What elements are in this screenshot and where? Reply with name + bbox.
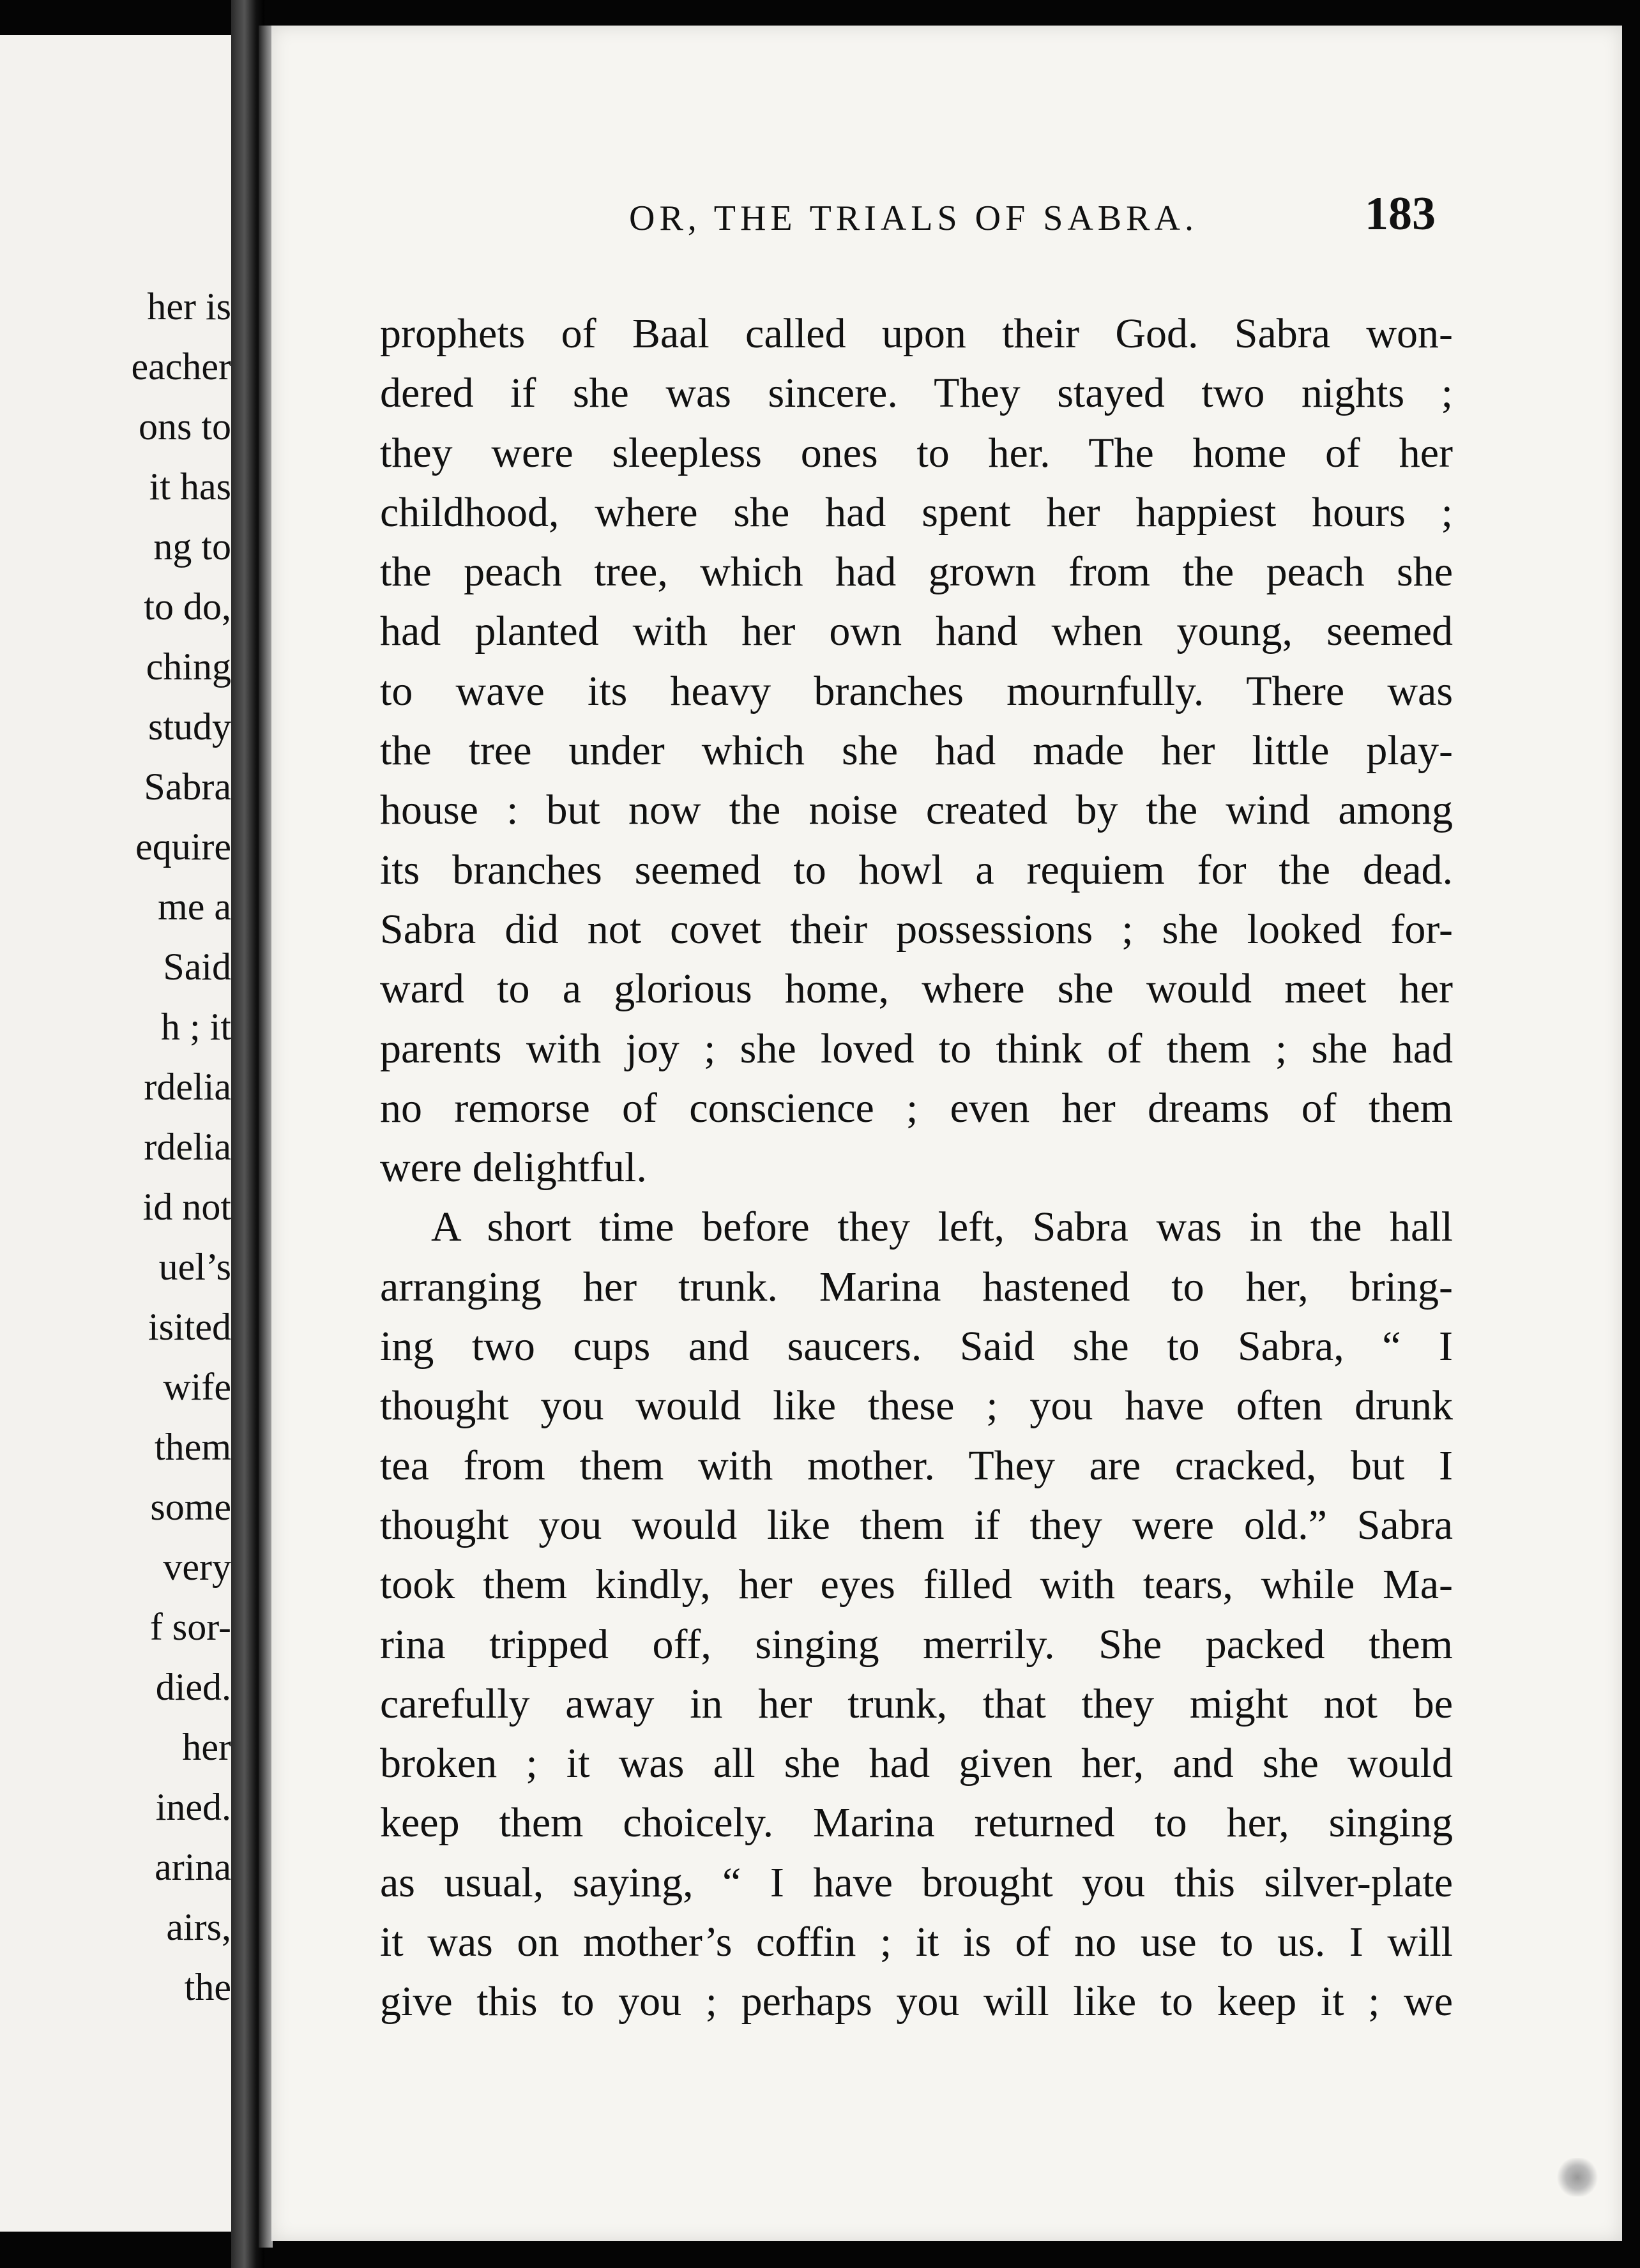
paragraph-1-line: to wave its heavy branches mournfully. There was [380, 667, 1453, 714]
paragraph-1-line: the tree under which she had made her little play- [380, 727, 1453, 775]
left-page-line: equire [135, 826, 231, 868]
paragraph-2-line: thought you would like them if they were old.” Sabra [380, 1501, 1453, 1548]
left-page-line: rdelia [144, 1066, 231, 1108]
left-page-line: arina [155, 1846, 231, 1888]
paragraph-1-line: dered if she was sincere. They stayed two nights ; [380, 370, 1453, 417]
left-page-line: died. [155, 1666, 231, 1708]
paragraph-1-line: were delightful. [380, 1144, 647, 1191]
paragraph-2-line: thought you would like these ; you have often drunk [380, 1382, 1453, 1430]
left-page-line: Said [163, 946, 231, 988]
left-page-line: uel’s [158, 1246, 231, 1288]
paragraph-2-line: tea from them with mother. They are cracked, but I [380, 1442, 1453, 1489]
left-page-line: very [163, 1546, 231, 1588]
paragraph-1-line: its branches seemed to howl a requiem for the dead. [380, 846, 1453, 893]
left-page-line: her [182, 1726, 231, 1768]
running-head: OR, THE TRIALS OF SABRA. [629, 199, 1198, 238]
paragraph-2-line: took them kindly, her eyes filled with tears, while Ma- [380, 1561, 1453, 1608]
left-page-line: id not [142, 1186, 231, 1228]
page-edge [259, 26, 273, 2248]
paragraph-1-line: prophets of Baal called upon their God. Sabra won- [380, 310, 1453, 357]
paragraph-2-line: give this to you ; perhaps you will like to keep it ; we [380, 1978, 1453, 2025]
left-page-text [0, 276, 231, 2017]
left-page-line: me a [158, 886, 231, 928]
left-page-line: it has [149, 465, 231, 508]
left-page-line: ching [146, 646, 231, 688]
paragraph-2-line: keep them choicely. Marina returned to her, singing [380, 1799, 1453, 1847]
paragraph-1-line: they were sleepless ones to her. The home of her [380, 429, 1453, 476]
paragraph-2-line: A short time before they left, Sabra was in the hall [431, 1204, 1453, 1251]
left-page-line: h ; it [160, 1006, 231, 1048]
left-page-line: wife [163, 1366, 231, 1408]
paper-blemish [1555, 2158, 1600, 2196]
body-text [380, 304, 1453, 2032]
paragraph-1-line: no remorse of conscience ; even her dreams of them [380, 1084, 1453, 1131]
left-page-line: some [150, 1486, 231, 1528]
paragraph-1-line: ward to a glorious home, where she would meet her [380, 965, 1453, 1013]
paragraph-2-line: carefully away in her trunk, that they might not be [380, 1680, 1453, 1727]
left-page-line: ng to [153, 525, 231, 568]
paragraph-2-line: as usual, saying, “ I have brought you this silver-plate [380, 1859, 1453, 1906]
paragraph-1-line: Sabra did not covet their possessions ; she looked for- [380, 905, 1453, 953]
left-page-line: ined. [155, 1786, 231, 1828]
left-page-line: f sor- [149, 1606, 231, 1648]
paragraph-1-line: house : but now the noise created by the wind among [380, 787, 1453, 834]
left-page-line: airs, [166, 1906, 231, 1948]
paragraph-2-line: it was on mother’s coffin ; it is of no use to us. I will [380, 1919, 1453, 1966]
paragraph-1-line: parents with joy ; she loved to think of them ; she had [380, 1025, 1453, 1072]
left-page-line: her is [147, 285, 231, 328]
paragraph-2-line: broken ; it was all she had given her, and she would [380, 1740, 1453, 1787]
paragraph-1-line: had planted with her own hand when young, seemed [380, 608, 1453, 655]
left-page-line: the [184, 1966, 231, 2008]
paragraph-1-line: the peach tree, which had grown from the peach she [380, 548, 1453, 596]
left-page-line: rdelia [144, 1126, 231, 1168]
page-number: 183 [1365, 188, 1436, 240]
paragraph-2-line: ing two cups and saucers. Said she to Sabra, “ I [380, 1323, 1453, 1370]
left-page-fragment [0, 35, 231, 2232]
paragraph-2-line: arranging her trunk. Marina hastened to her, bring- [380, 1263, 1453, 1310]
left-page-line: to do, [144, 586, 231, 628]
right-page [271, 26, 1622, 2241]
paragraph-1-line: childhood, where she had spent her happiest hours ; [380, 488, 1453, 536]
left-page-line: ons to [138, 405, 231, 448]
left-page-line: them [155, 1426, 231, 1468]
left-page-line: study [148, 706, 231, 748]
paragraph-2-line: rina tripped off, singing merrily. She packed them [380, 1621, 1453, 1668]
left-page-line: eacher [131, 345, 231, 388]
left-page-line: isited [148, 1306, 231, 1348]
left-page-line: Sabra [144, 766, 231, 808]
